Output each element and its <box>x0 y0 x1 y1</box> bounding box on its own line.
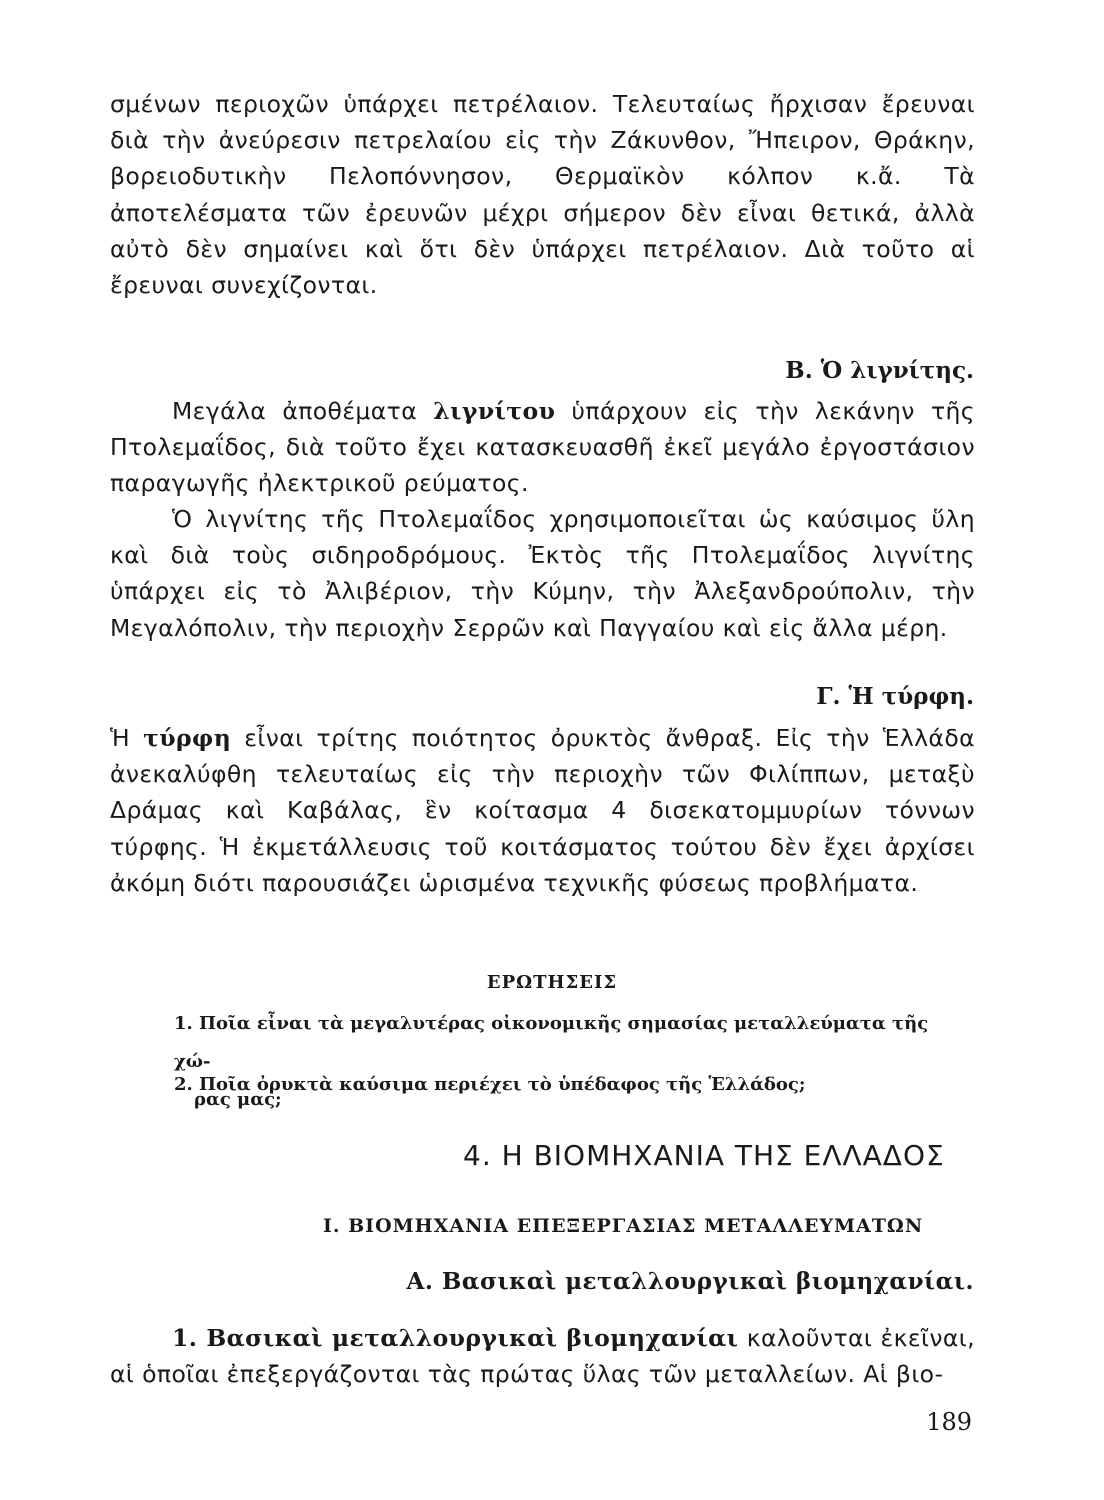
heading-lignite: Β. Ὁ λιγνίτης. <box>785 357 974 384</box>
text-run: εἶναι τρίτης ποιότητος ὀρυκτὸς ἄνθραξ. Εἰς τὴν Ἑλλάδα ἀνεκαλύφθη τελευταίως εἰς τὴν περιοχὴν τῶν Φιλίππων, μεταξὺ Δράμας καὶ Καβάλας, ἓν κοίτασμα 4 δισεκατομμυρίων τόννων τύρφης. Ἡ ἐκμετάλλευσις τοῦ κοιτάσματος τούτου δὲν ἔχει ἀρχίσει ἀκόμη διότι παρουσιάζει ὡρισμένα τεχνικῆς φύσεως προβλήματα. <box>110 724 975 897</box>
paragraph-petroleum: σμένων περιοχῶν ὑπάρχει πετρέλαιον. Τελευταίως ἤρχισαν ἔρευναι διὰ τὴν ἀνεύρεσιν πετρελαίου εἰς τὴν Ζάκυνθον, Ἤπειρον, Θράκην, βορειοδυτικὴν Πελοπόννησον, Θερμαϊκὸν κόλπον κ.ἄ. Τὰ ἀποτελέσματα τῶν ἐρευνῶν μέχρι σήμερον δὲν εἶναι θετικά, ἀλλὰ αὐτὸ δὲν σημαίνει καὶ ὅτι δὲν ὑπάρχει πετρέλαιον. Διὰ τοῦτο αἱ ἔρευναι συνεχίζονται. <box>110 90 975 300</box>
bold-term-peat: τύρφη <box>143 724 232 752</box>
bold-term-basic-metallurgy: 1. Βασικαὶ μεταλλουργικαὶ βιομηχανίαι <box>172 1324 739 1352</box>
heading-peat: Γ. Ἡ τύρφη. <box>816 683 974 710</box>
paragraph-basic-metallurgy <box>110 1320 975 1392</box>
question-text: 2. Ποῖα ὀρυκτὰ καύσιμα περιέχει τὸ ὑπέδαφος τῆς Ἑλλάδος; <box>174 1074 806 1095</box>
text-run: Ἡ <box>110 724 144 752</box>
paragraph-lignite-uses: Ὁ λιγνίτης τῆς Πτολεμαΐδος χρησιμοποιεῖται ὡς καύσιμος ὕλη καὶ διὰ τοὺς σιδηροδρόμους. Ἐκτὸς τῆς Πτολεμαΐδος λιγνίτης ὑπάρχει εἰς τὸ Ἀλιβέριον, τὴν Κύμην, τὴν Ἀλεξανδρούπολιν, τὴν Μεγαλόπολιν, τὴν περιοχὴν Σερρῶν καὶ Παγγαίου καὶ εἰς ἄλλα μέρη. <box>110 505 975 642</box>
subsection-title: Α. Βασικαὶ μεταλλουργικαὶ βιομηχανίαι. <box>406 1268 974 1295</box>
text-run: Μεγάλα ἀποθέματα <box>172 397 434 425</box>
paragraph-peat <box>110 720 975 901</box>
bold-term-lignite: λιγνίτου <box>433 397 556 425</box>
question-text-continued: ρας μας; <box>194 1089 282 1110</box>
question-2 <box>174 1066 970 1104</box>
question-text: 1. Ποῖα εἶναι τὰ μεγαλυτέρας οἰκονομικῆς σημασίας μεταλλεύματα τῆς χώ- <box>174 1013 929 1072</box>
paragraph-lignite-reserves <box>110 393 975 502</box>
text-run: ὑπάρχουν εἰς τὴν λεκάνην τῆς Πτολεμαΐδος, διὰ τοῦτο ἔχει κατασκευασθῆ ἐκεῖ μεγάλο ἐργοστάσιον παραγωγῆς ἠλεκτρικοῦ ρεύματος. <box>110 397 975 498</box>
text-run: καλοῦνται ἐκεῖναι, αἱ ὁποῖαι ἐπεξεργάζονται τὰς πρώτας ὕλας τῶν μεταλλείων. Αἱ βιο- <box>110 1324 975 1389</box>
page-number: 189 <box>926 1408 972 1436</box>
section-title: Ι. ΒΙΟΜΗΧΑΝΙΑ ΕΠΕΞΕΡΓΑΣΙΑΣ ΜΕΤΑΛΛΕΥΜΑΤΩΝ <box>323 1215 924 1237</box>
questions-heading: ΕΡΩΤΗΣΕΙΣ <box>486 972 618 993</box>
chapter-title: 4. Η ΒΙΟΜΗΧΑΝΙΑ ΤΗΣ ΕΛΛΑΔΟΣ <box>463 1139 945 1172</box>
